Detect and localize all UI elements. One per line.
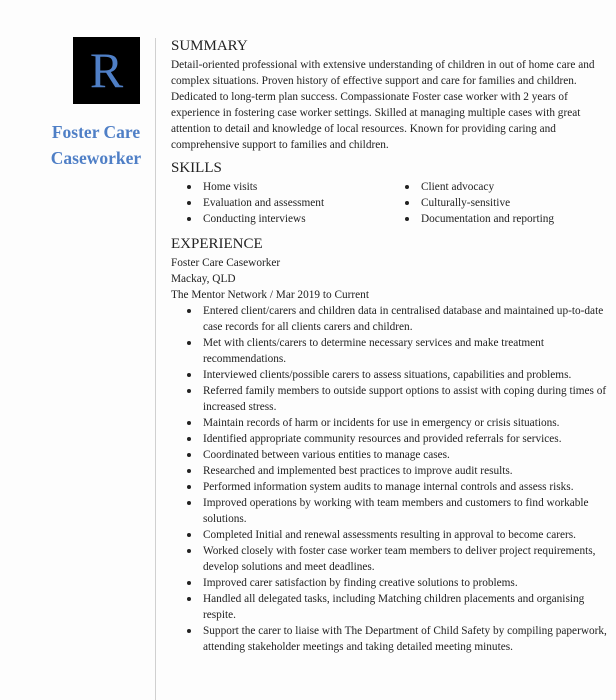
monogram-logo: R xyxy=(73,37,140,104)
experience-bullet: Referred family members to outside support options to assist with coping during times of increased stress. xyxy=(171,383,611,415)
experience-bullet: Handled all delegated tasks, including Matching children placements and organising respite. xyxy=(171,591,611,623)
experience-bullet: Coordinated between various entities to manage cases. xyxy=(171,447,611,463)
experience-bullets xyxy=(171,303,611,655)
experience-bullet: Entered client/carers and children data in centralised database and maintained up-to-date case records for all clients carers and children. xyxy=(171,303,611,335)
skill-item: Culturally-sensitive xyxy=(389,195,607,211)
experience-bullet: Interviewed clients/possible carers to assess situations, capabilities and problems. xyxy=(171,367,611,383)
job-location: Mackay, QLD xyxy=(171,273,236,285)
skill-item: Conducting interviews xyxy=(171,211,389,227)
skills-column-1 xyxy=(171,179,389,227)
experience-heading: EXPERIENCE xyxy=(171,236,263,252)
skill-item: Documentation and reporting xyxy=(389,211,607,227)
experience-bullet: Maintain records of harm or incidents for use in emergency or crisis situations. xyxy=(171,415,611,431)
skills-column-2 xyxy=(389,179,607,227)
experience-bullet: Identified appropriate community resources and provided referrals for services. xyxy=(171,431,611,447)
column-divider xyxy=(155,38,156,700)
employer-dates: The Mentor Network / Mar 2019 to Current xyxy=(171,289,369,301)
skill-item: Home visits xyxy=(171,179,389,195)
experience-bullet: Met with clients/carers to determine necessary services and make treatment recommendations. xyxy=(171,335,611,367)
resume-body xyxy=(171,37,611,655)
experience-bullet: Support the carer to liaise with The Department of Child Safety by compiling paperwork, attending stakeholder meetings and taking detailed meeting minutes. xyxy=(171,623,611,655)
experience-bullet: Improved carer satisfaction by finding creative solutions to problems. xyxy=(171,575,611,591)
title-line-2: Caseworker xyxy=(50,148,142,168)
experience-bullet: Worked closely with foster case worker team members to deliver project requirements, develop solutions and meet deadlines. xyxy=(171,543,611,575)
skill-item: Evaluation and assessment xyxy=(171,195,389,211)
experience-bullet: Performed information system audits to manage internal controls and assess risks. xyxy=(171,479,611,495)
job-title: Foster Care Caseworker xyxy=(171,257,281,269)
experience-bullet: Completed Initial and renewal assessments resulting in approval to become carers. xyxy=(171,527,611,543)
experience-bullet: Researched and implemented best practices to improve audit results. xyxy=(171,463,611,479)
summary-text: Detail-oriented professional with extensive understanding of children in out of home care and complex situations. Proven history of effective support and care for families and children. Dedicated to long-term plan success. Compassionate Foster case worker with 2 years of experience in fostering case worker settings. Skilled at managing multiple cases with great attention to detail and knowledge of local resources. Known for providing caring and comprehensive support to families and children. xyxy=(171,59,595,151)
title-line-1: Foster Care xyxy=(51,122,141,142)
resume-title xyxy=(30,119,162,171)
skill-item: Client advocacy xyxy=(389,179,607,195)
experience-bullet: Improved operations by working with team members and customers to find workable solutions. xyxy=(171,495,611,527)
summary-heading: SUMMARY xyxy=(171,38,248,54)
skills-heading: SKILLS xyxy=(171,160,222,176)
skills-list xyxy=(171,179,611,227)
